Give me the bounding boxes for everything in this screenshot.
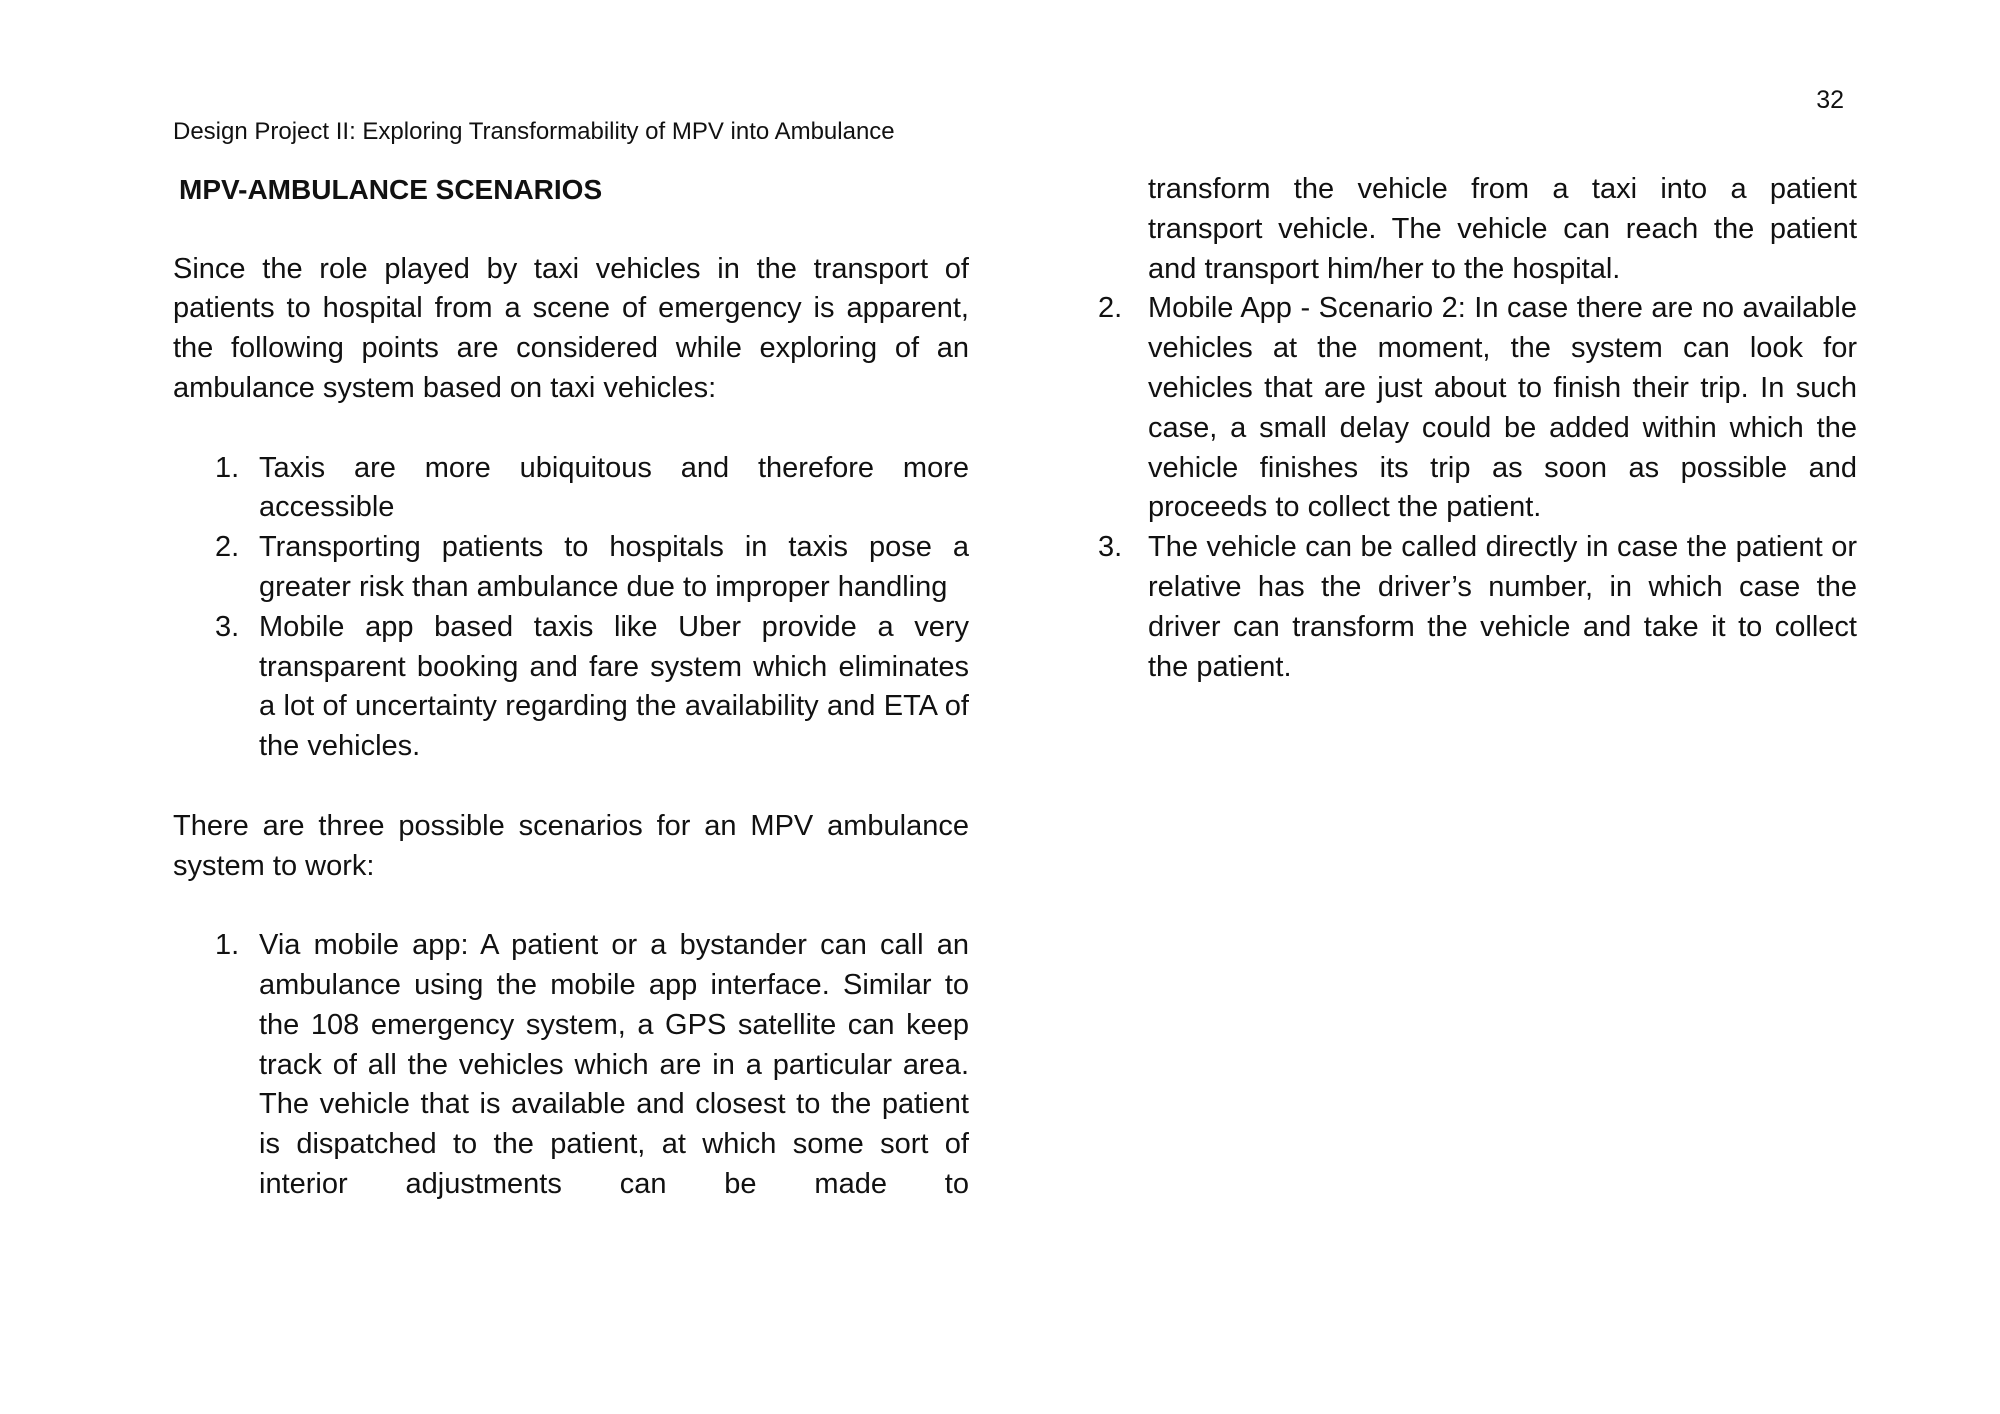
intro-paragraph: Since the role played by taxi vehicles in the transport of patients to hospital from a scene of emergency is apparent, the following points are considered while exploring of an ambulance system based on taxi vehicles: [173, 252, 969, 404]
list-item-number: 3. [1098, 531, 1123, 564]
list-item-text: Mobile app based taxis like Uber provide a very transparent booking and fare system which eliminates a lot of uncertainty regarding the availability and ETA of the vehicles. [259, 610, 969, 763]
scenario-1-continued: transform the vehicle from a taxi into a patient transport vehicle. The vehicle can reach the patient and transport him/her to the hospital. [1148, 173, 1857, 285]
list-item [173, 528, 969, 608]
list-item [173, 449, 969, 529]
page-number: 32 [1816, 86, 1844, 114]
section-title: MPV-AMBULANCE SCENARIOS [179, 174, 603, 205]
list-item [1062, 289, 1857, 528]
right-column [1062, 170, 1857, 687]
list-item-text: Transporting patients to hospitals in taxis pose a greater risk than ambulance due to improper handling [259, 531, 969, 603]
list-item-number: 2. [1098, 292, 1123, 325]
list-item-number: 2. [215, 531, 240, 564]
list-item [1062, 528, 1857, 687]
list-item-text: Mobile App - Scenario 2: In case there are no available vehicles at the moment, the system can look for vehicles that are just about to finish their trip. In such case, a small delay could be added within which the vehicle finishes its trip as soon as possible and proceeds to collect the patient. [1148, 292, 1857, 524]
list-item-number: 1. [215, 451, 240, 484]
list-item [173, 926, 969, 1205]
running-header: Design Project II: Exploring Transformability of MPV into Ambulance [173, 118, 895, 145]
list-item-text: The vehicle can be called directly in case the patient or relative has the driver’s number, in which case the driver can transform the vehicle and take it to collect the patient. [1148, 531, 1857, 683]
scenarios-list [173, 926, 969, 1205]
list-item-number: 3. [215, 610, 240, 643]
list-item-text: Taxis are more ubiquitous and therefore more accessible [259, 451, 969, 524]
scenarios-list-continued [1062, 289, 1857, 687]
left-column [173, 170, 969, 1205]
list-item [173, 608, 969, 767]
list-item-text: Via mobile app: A patient or a bystander can call an ambulance using the mobile app interface. Similar to the 108 emergency system, a GPS satellite can keep track of all the vehicles which are in a particular area. The vehicle that is available and closest to the patient is dispatched to the patient, at which some sort of interior adjustments can be made to [259, 929, 969, 1200]
scenarios-intro-paragraph: There are three possible scenarios for an MPV ambulance system to work: [173, 809, 969, 882]
list-item-number: 1. [215, 929, 240, 962]
considerations-list [173, 449, 969, 767]
